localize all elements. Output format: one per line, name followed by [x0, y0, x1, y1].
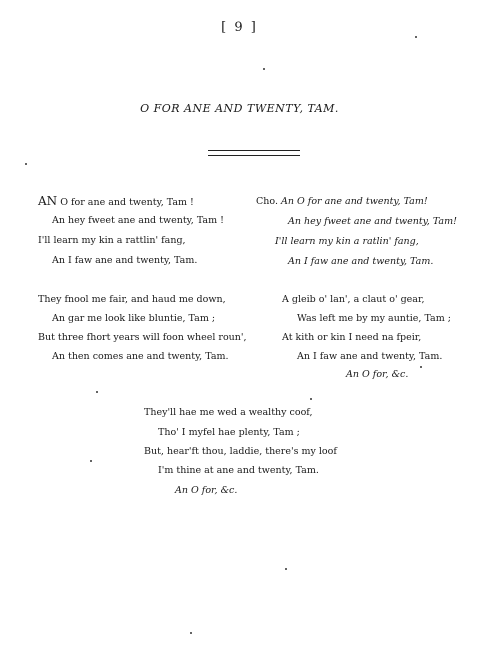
verse-left-1-line-1 [38, 195, 194, 209]
chorus-text: An O for ane and twenty, Tam! [281, 196, 428, 207]
chorus-line-2: An hey fweet ane and twenty, Tam! [288, 216, 457, 227]
verse-right-2-line-3: At kith or kin I need na fpeir, [282, 332, 422, 343]
song-title: O FOR ANE AND TWENTY, TAM. [140, 102, 339, 115]
verse-center-line-3: But, hear'ft thou, laddie, there's my loof [144, 446, 337, 457]
page-speck [25, 163, 27, 165]
verse-left-2-line-2: An gar me look like bluntie, Tam ; [52, 313, 216, 324]
verse-left-2-line-4: An then comes ane and twenty, Tam. [52, 351, 229, 362]
verse-right-2-line-4: An I faw ane and twenty, Tam. [297, 351, 443, 362]
page-speck [96, 391, 98, 393]
verse-right-2-line-2: Was left me by my auntie, Tam ; [297, 313, 451, 324]
page-number: [ 9 ] [221, 20, 258, 35]
drop-cap: AN [38, 194, 58, 208]
verse-left-2-line-1: They fnool me fair, and haud me down, [38, 294, 226, 305]
page-speck [190, 632, 192, 634]
page-speck [263, 68, 265, 70]
verse-line: O for ane and twenty, Tam ! [57, 197, 194, 208]
verse-center-line-2: Tho' I myfel hae plenty, Tam ; [158, 427, 300, 438]
chorus-label: Cho. [256, 196, 278, 207]
verse-right-2-refrain: An O for, &c. [346, 369, 409, 380]
verse-right-2-line-1: A gleib o' lan', a claut o' gear, [282, 294, 425, 305]
verse-left-1-line-4: An I faw ane and twenty, Tam. [52, 255, 198, 266]
page-speck [310, 398, 312, 400]
chorus-line-4: An I faw ane and twenty, Tam. [288, 256, 434, 267]
page-speck [420, 366, 422, 368]
chorus-line-1 [256, 196, 428, 208]
verse-left-2-line-3: But three fhort years will foon wheel roun', [38, 332, 247, 343]
verse-left-1-line-3: I'll learn my kin a rattlin' fang, [38, 235, 186, 246]
chorus-line-3: I'll learn my kin a ratlin' fang, [275, 236, 419, 247]
title-rule [208, 150, 300, 156]
verse-left-1-line-2: An hey fweet ane and twenty, Tam ! [52, 215, 224, 226]
verse-center-refrain: An O for, &c. [175, 485, 238, 496]
page-speck [90, 460, 92, 462]
page-speck [415, 36, 417, 38]
verse-center-line-4: I'm thine at ane and twenty, Tam. [158, 465, 319, 476]
page-speck [285, 568, 287, 570]
verse-center-line-1: They'll hae me wed a wealthy coof, [144, 407, 313, 418]
